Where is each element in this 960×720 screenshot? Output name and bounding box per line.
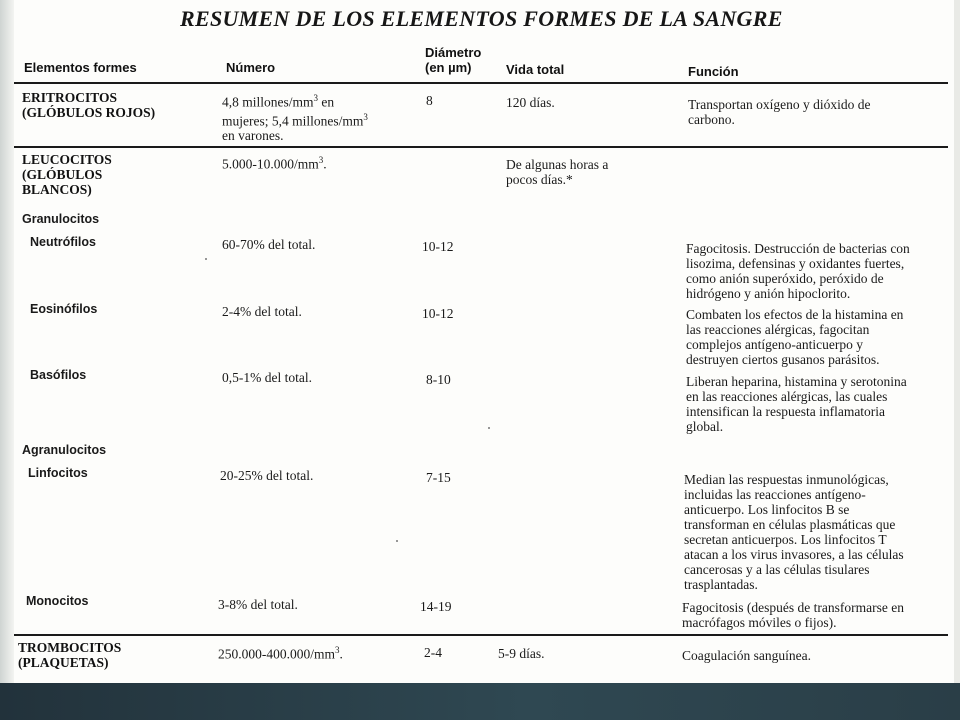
row-funcion-trombocitos: Coagulación sanguínea.	[682, 648, 811, 663]
row-numero-neutrofilos: 60-70% del total.	[222, 237, 316, 252]
row-name-eosinofilos: Eosinófilos	[30, 302, 98, 316]
row-name-eritrocitos: ERITROCITOS (GLÓBULOS ROJOS)	[22, 90, 156, 120]
row-name-leucocitos: LEUCOCITOS (GLÓBULOS BLANCOS)	[22, 152, 112, 197]
row-funcion-neutrofilos: Fagocitosis. Destrucción de bacterias con lisozima, defensinas y oxidantes fuertes, como anión superóxido, peróxido de hidrógeno y anión hipoclorito.	[686, 241, 910, 301]
row-funcion-monocitos: Fagocitosis (después de transformarse en macrófagos móviles o fijos).	[682, 600, 904, 630]
row-diametro-linfocitos: 7-15	[426, 470, 451, 485]
row-funcion-basofilos: Liberan heparina, histamina y serotonina en las reacciones alérgicas, las cuales intensifican la respuesta inflamatoria global.	[686, 374, 907, 434]
section-granulocitos: Granulocitos	[22, 212, 100, 226]
row-funcion-eosinofilos: Combaten los efectos de la histamina en las reacciones alérgicas, fagocitan complejos antígeno-anticuerpo y destruyen ciertos gusanos parásitos.	[686, 307, 904, 367]
row-rule-2	[14, 634, 948, 636]
header-funcion: Función	[688, 64, 739, 79]
document-title: RESUMEN DE LOS ELEMENTOS FORMES DE LA SANGRE	[180, 6, 783, 31]
section-agranulocitos: Agranulocitos	[22, 443, 107, 457]
header-elementos-formes: Elementos formes	[24, 60, 137, 75]
row-vida-leucocitos: De algunas horas a pocos días.*	[506, 157, 609, 187]
row-numero-monocitos: 3-8% del total.	[218, 597, 298, 612]
row-diametro-neutrofilos: 10-12	[422, 239, 454, 254]
row-diametro-basofilos: 8-10	[426, 372, 451, 387]
scan-speck	[205, 258, 207, 260]
row-numero-linfocitos: 20-25% del total.	[220, 468, 314, 483]
footer-band	[0, 683, 960, 720]
header-numero: Número	[226, 60, 276, 75]
row-numero-trombocitos: $250.000-400.000/mm^3$.	[218, 645, 343, 662]
header-diametro: Diámetro (en µm)	[425, 45, 482, 75]
row-diametro-eosinofilos: 10-12	[422, 306, 454, 321]
row-name-monocitos: Monocitos	[26, 594, 89, 608]
header-vida-total: Vida total	[506, 62, 565, 77]
row-rule-1	[14, 146, 948, 148]
row-numero-leucocitos: $5.000-10.000/mm^3$.	[222, 155, 327, 172]
row-name-neutrofilos: Neutrófilos	[30, 235, 96, 249]
left-margin-strip	[0, 0, 14, 683]
row-vida-trombocitos: 5-9 días.	[498, 646, 545, 661]
row-diametro-trombocitos: 2-4	[424, 645, 442, 660]
row-funcion-linfocitos: Median las respuestas inmunológicas, incluidas las reacciones antígeno- anticuerpo. Los linfocitos B se transforman en células plasmáticas que secretan anticuerpos. Los linfocitos T atacan a los virus invasores, a las células cancerosas y a las células tisulares trasplantadas.	[684, 472, 904, 592]
row-diametro-eritrocitos: 8	[426, 93, 433, 108]
row-numero-eosinofilos: 2-4% del total.	[222, 304, 302, 319]
row-numero-basofilos: 0,5-1% del total.	[222, 370, 312, 385]
row-name-basofilos: Basófilos	[30, 368, 87, 382]
scan-speck	[488, 427, 490, 429]
row-name-linfocitos: Linfocitos	[28, 466, 88, 480]
row-diametro-monocitos: 14-19	[420, 599, 452, 614]
row-name-trombocitos: TROMBOCITOS (PLAQUETAS)	[18, 640, 122, 670]
row-funcion-eritrocitos: Transportan oxígeno y dióxido de carbono.	[688, 97, 871, 127]
row-vida-eritrocitos: 120 días.	[506, 95, 555, 110]
right-margin-strip	[954, 0, 960, 683]
header-rule	[14, 82, 948, 84]
row-numero-eritrocitos: 4,8 millones/$mm^3$ en mujeres; 5,4 millones/$mm^3$ en varones.	[222, 93, 368, 143]
scan-speck	[396, 540, 398, 542]
